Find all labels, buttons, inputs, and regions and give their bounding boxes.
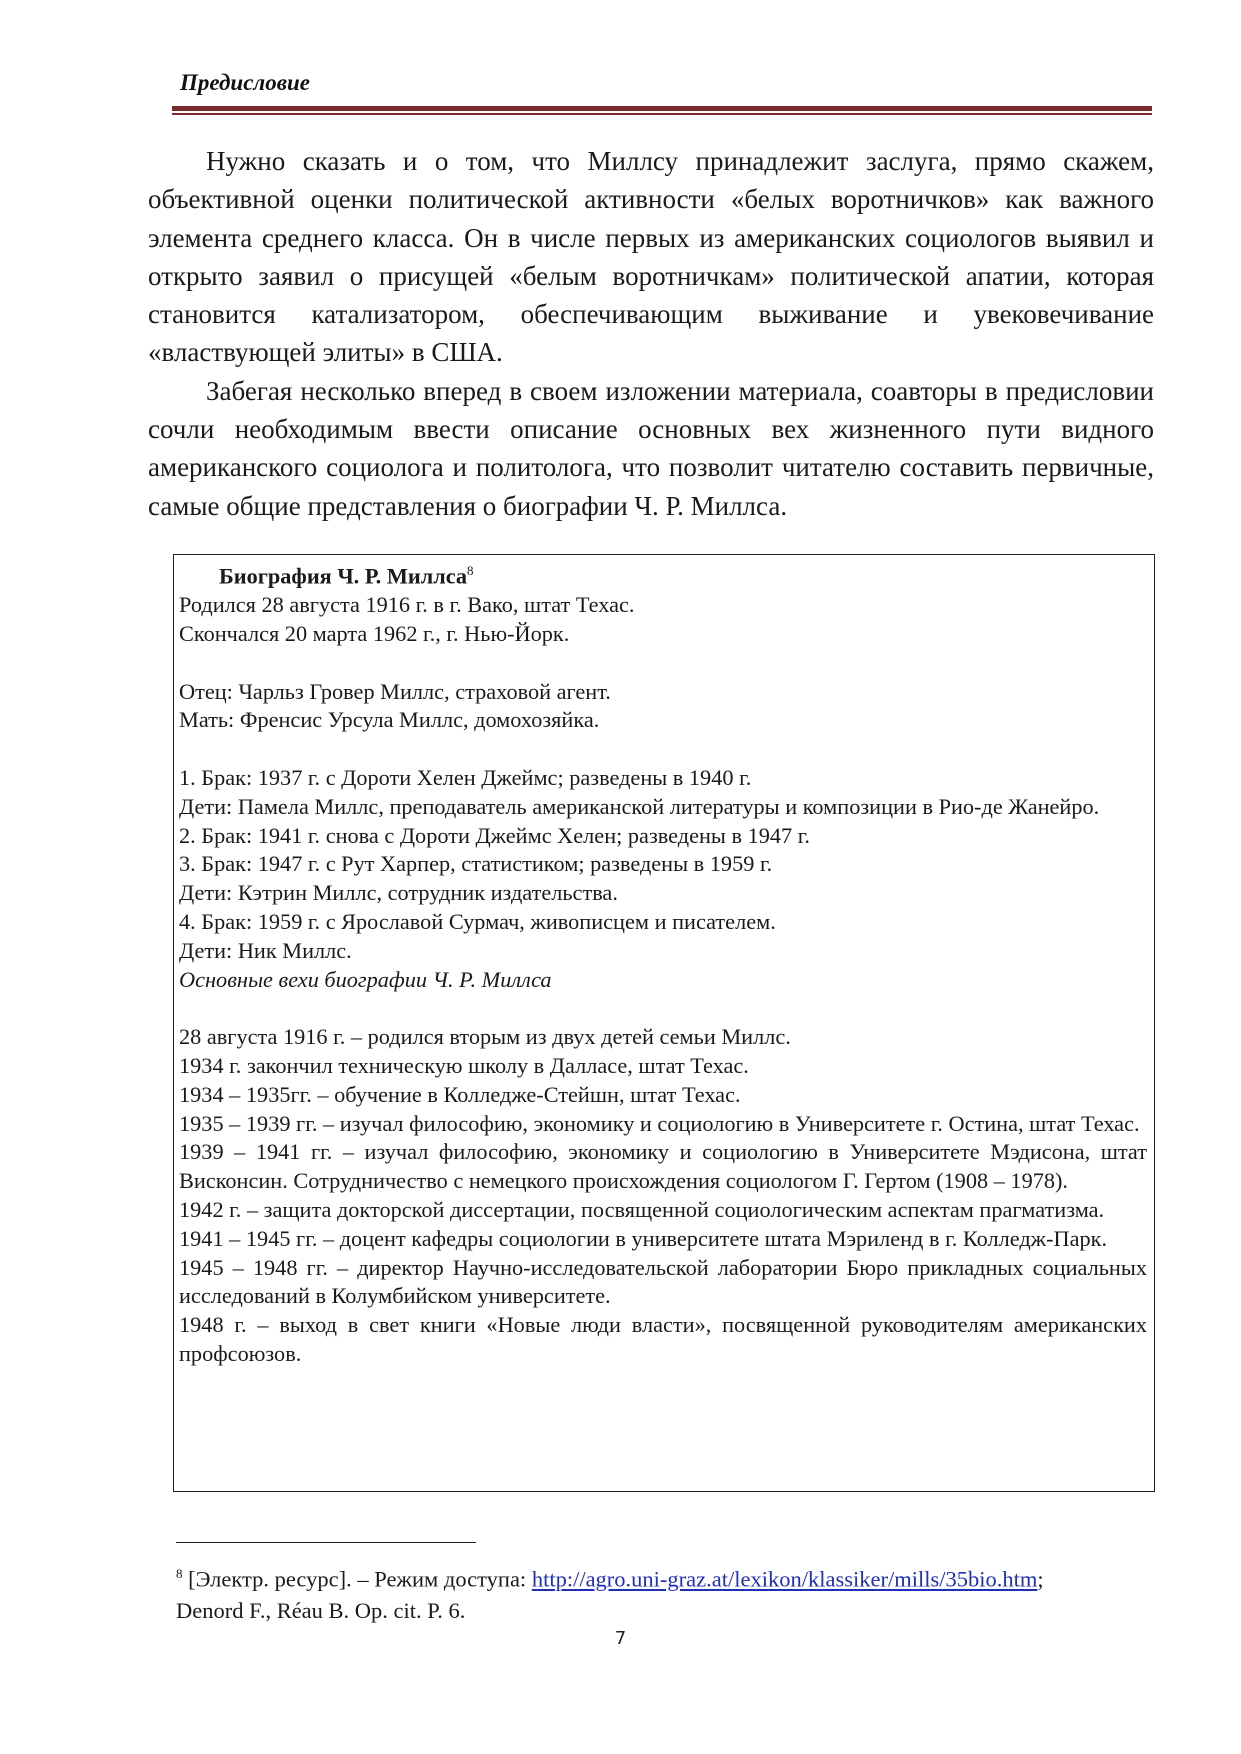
family-line: Дети: Ник Миллс. (179, 937, 352, 963)
paragraph-2: Забегая несколько вперед в своем изложении материала, соавторы в предисловии сочли необходимым ввести описание основных вех жизненного пути видного американского социолога и политолога, что позволит читателю составить первичные, самые общие представления о биографии Ч. Р. Миллса. (148, 375, 1154, 521)
milestone-line: 1939 – 1941 гг. – изучал философию, экономику и социологию в Университете Мэдисона, штат Висконсин. Сотрудничество с немецкого происхождения социологом Г. Гертом (1908 – 1978). (179, 1139, 1147, 1194)
family-line: Дети: Кэтрин Миллс, сотрудник издательства. (179, 880, 618, 906)
footnote-link[interactable]: http://agro.uni-graz.at/lexikon/klassiker/mills/35bio.htm (531, 1566, 1038, 1592)
died-line: Скончался 20 марта 1962 г., г. Нью-Йорк. (179, 621, 570, 647)
footnote-mark: 8 (467, 563, 474, 578)
family-line: 1. Брак: 1937 г. с Дороти Хелен Джеймс; разведены в 1940 г. (179, 765, 752, 790)
footnote-number: 8 (176, 1566, 183, 1581)
footnote-separator (176, 1542, 476, 1543)
milestone-line: 1945 – 1948 гг. – директор Научно-исследовательской лаборатории Бюро прикладных социальных исследований в Колумбийском университете. (179, 1254, 1147, 1309)
paragraph-1: Нужно сказать и о том, что Миллсу принадлежит заслуга, прямо скажем, объективной оценки политической активности «белых воротничков» как важного элемента среднего класса. Он в числе первых из американских социологов выявил и открыто заявил о присущей «белым воротничкам» политической апатии, которая становится катализатором, обеспечивающим выживание и увековечивание «властвующей элиты» в США. (148, 146, 1154, 368)
born-line: Родился 28 августа 1916 г. в г. Вако, штат Техас. (179, 592, 635, 618)
milestones-heading: Основные вехи биографии Ч. Р. Миллса (179, 966, 552, 992)
family-line: 4. Брак: 1959 г. с Ярославой Сурмач, живописцем и писателем. (179, 908, 776, 934)
running-header-title: Предисловие (180, 70, 311, 95)
milestone-line: 1941 – 1945 гг. – доцент кафедры социологии в университете штата Мэриленд в г. Колледж-Парк. (179, 1225, 1108, 1251)
milestone-line: 28 августа 1916 г. – родился вторым из двух детей семьи Миллс. (179, 1024, 791, 1050)
page-number: 7 (614, 1628, 627, 1649)
biography-title (179, 557, 1147, 591)
footnote (176, 1558, 1156, 1626)
family-line: 2. Брак: 1941 г. снова с Дороти Джеймс Хелен; разведены в 1947 г. (179, 822, 810, 848)
family-line: 3. Брак: 1947 г. с Рут Харпер, статистиком; разведены в 1959 г. (179, 851, 773, 877)
footnote-suffix: ; (1037, 1566, 1044, 1592)
family-line: Дети: Памела Миллс, преподаватель американской литературы и композиции в Рио-де Жанейро. (179, 793, 1100, 819)
milestone-line: 1934 г. закончил техническую школу в Далласе, штат Техас. (179, 1052, 749, 1078)
footnote-line-2: Denord F., Réau B. Op. cit. P. 6. (176, 1597, 466, 1623)
biography-title-text: Биография Ч. Р. Миллса (219, 563, 468, 589)
milestone-line: 1942 г. – защита докторской диссертации, посвященной социологическим аспектам прагматизма. (179, 1196, 1105, 1222)
mother-line: Мать: Френсис Урсула Миллс, домохозяйка. (179, 707, 600, 733)
father-line: Отец: Чарльз Гровер Миллс, страховой агент. (179, 678, 611, 704)
footnote-prefix: [Электр. ресурс]. – Режим доступа: (182, 1566, 532, 1592)
milestone-line: 1934 – 1935гг. – обучение в Колледже-Стейшн, штат Техас. (179, 1081, 741, 1107)
milestone-line: 1935 – 1939 гг. – изучал философию, экономику и социологию в Университете г. Остина, штат Техас. (179, 1110, 1140, 1136)
milestone-line: 1948 г. – выход в свет книги «Новые люди власти», посвященной руководителям американских профсоюзов. (179, 1312, 1147, 1366)
header-rule (172, 106, 1152, 115)
body-text (148, 142, 1154, 525)
biography-box (173, 554, 1155, 1492)
